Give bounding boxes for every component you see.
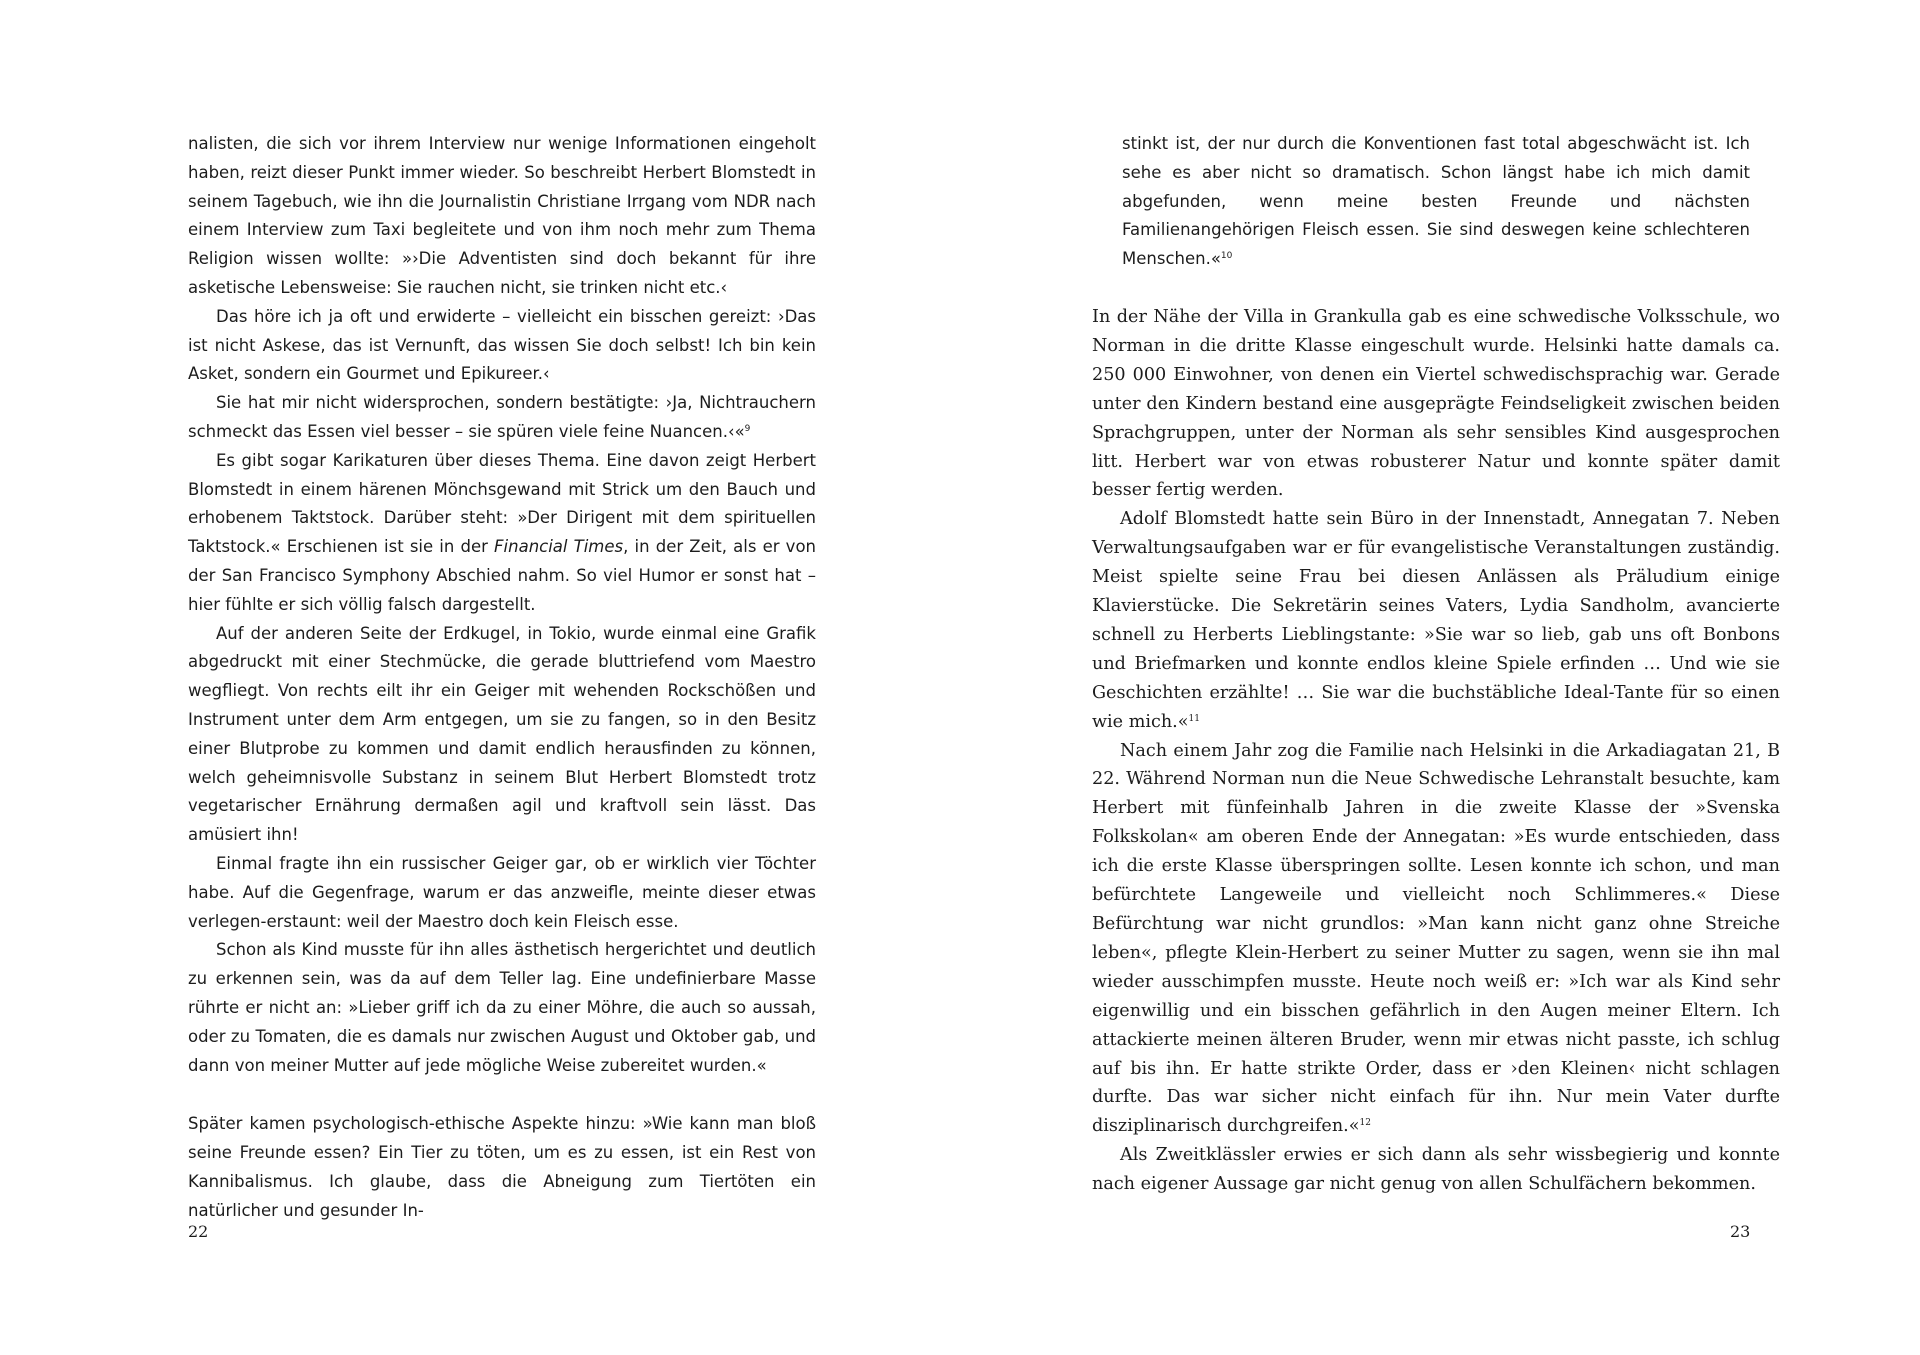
paragraph: Einmal fragte ihn ein russischer Geiger gar, ob er wirklich vier Töchter habe. Auf die Gegenfrage, warum er das anzweifle, meinte dieser etwas verlegen-erstaunt: weil der Maestro doch kein Fleisch esse. xyxy=(188,853,816,931)
paragraph-text: Nach einem Jahr zog die Familie nach Helsinki in die Arkadiagatan 21, B 22. Während Norman nun die Neue Schwedische Lehranstalt besuchte, kam Herbert mit fünfeinhalb Jahren in die zweite Klasse der »Svenska Folkskolan« am oberen Ende der Annegatan: »Es wurde entschieden, dass ich die erste Klasse überspringen sollte. Lesen konnte ich schon, und man befürchtete Langeweile und vielleicht noch Schlimmeres.« Diese Befürchtung war nicht grundlos: »Man kann nicht ganz ohne Streiche leben«, pflegte Klein-Herbert zu seiner Mutter zu sagen, wenn sie ihn mal wieder ausschimpfen musste. Heute noch weiß er: »Ich war als Kind sehr eigenwillig und ein bisschen gefährlich in den Augen meiner Eltern. Ich attackierte meinen älteren Bruder, wenn mir etwas nicht passte, ich schlug auf bis ihn. Er hatte strikte Order, dass er ›den Kleinen‹ nicht schlagen durfte. Das war sicher nicht einfach für ihn. Nur mein Vater durfte disziplinarisch durchgreifen.« xyxy=(1092,740,1780,1137)
paragraph: Auf der anderen Seite der Erdkugel, in Tokio, wurde einmal eine Grafik abgedruckt mit einer Stechmücke, die gerade bluttriefend vom Maestro wegfliegt. Von rechts eilt ihr ein Geiger mit wehenden Rockschößen und Instrument unter dem Arm entgegen, um sie zu fangen, so in den Besitz einer Blutprobe zu kommen und damit endlich herausfinden zu können, welch geheimnisvolle Substanz in seinem Blut Herbert Blomstedt trotz vegetarischer Ernährung dermaßen agil und kraftvoll sein lässt. Das amüsiert ihn! xyxy=(188,623,816,845)
page-number: 23 xyxy=(1730,1222,1751,1241)
paragraph xyxy=(1092,505,1780,736)
paragraph-text: , in der Zeit, als er von der San Francisco Symphony Abschied nahm. So viel Humor er sonst hat – hier fühlte er sich völlig falsch dargestellt. xyxy=(188,537,816,614)
block-quote xyxy=(1122,130,1750,274)
left-page-body xyxy=(188,130,816,1225)
footnote-marker: 12 xyxy=(1359,1118,1371,1129)
paragraph xyxy=(188,389,816,447)
paragraph: Das höre ich ja oft und erwiderte – vielleicht ein bisschen gereizt: ›Das ist nicht Askese, das ist Vernunft, das wissen Sie doch selbst! Ich bin kein Asket, sondern ein Gourmet und Epikureer.‹ xyxy=(188,306,816,384)
quote-text: stinkt ist, der nur durch die Konventionen fast total abgeschwächt ist. Ich sehe es aber nicht so dramatisch. Schon längst habe ich mich damit abgefunden, wenn meine besten Freunde und nächsten Familienangehörigen Fleisch essen. Sie sind deswegen keine schlechteren Menschen.« xyxy=(1122,134,1750,269)
footnote-marker: 9 xyxy=(744,423,751,434)
footnote-marker: 10 xyxy=(1220,251,1233,262)
right-page-body xyxy=(1092,130,1780,1199)
paragraph-text: Sie hat mir nicht widersprochen, sondern bestätigte: ›Ja, Nichtrauchern schmeckt das Essen viel besser – sie spüren viele feine Nuancen.‹« xyxy=(188,393,816,441)
paragraph: Als Zweitklässler erwies er sich dann als sehr wissbegierig und konnte nach eigener Aussage gar nicht genug von allen Schulfächern bekommen. xyxy=(1092,1145,1780,1195)
paragraph xyxy=(1092,737,1780,1142)
paragraph: Später kamen psychologisch-ethische Aspekte hinzu: »Wie kann man bloß seine Freunde essen? Ein Tier zu töten, um es zu essen, ist ein Rest von Kannibalismus. Ich glaube, dass die Abneigung zum Tiertöten ein natürlicher und gesunder In- xyxy=(188,1114,816,1220)
page-number: 22 xyxy=(188,1222,209,1241)
paragraph-text: Adolf Blomstedt hatte sein Büro in der Innenstadt, Annegatan 7. Neben Verwaltungsaufgaben war er für evangelistische Veranstaltungen zuständig. Meist spielte seine Frau bei diesen Anlässen als Präludium einige Klavierstücke. Die Sekretärin seines Vaters, Lydia Sandholm, avancierte schnell zu Herberts Lieblingstante: »Sie war so lieb, gab uns oft Bonbons und Briefmarken und konnte endlos kleine Spiele erfinden … Und wie sie Geschichten erzählte! … Sie war die buchstäbliche Ideal-Tante für so einen wie mich.« xyxy=(1092,509,1780,732)
paragraph: Schon als Kind musste für ihn alles ästhetisch hergerichtet und deutlich zu erkennen sein, was da auf dem Teller lag. Eine undefinierbare Masse rührte er nicht an: »Lieber griff ich da zu einer Möhre, die auch so aussah, oder zu Tomaten, die es damals nur zwischen August und Oktober gab, und dann von meiner Mutter auf jede mögliche Weise zubereitet wurden.« xyxy=(188,940,816,1075)
paragraph: In der Nähe der Villa in Grankulla gab es eine schwedische Volksschule, wo Norman in die dritte Klasse eingeschult wurde. Helsinki hatte damals ca. 250 000 Einwohner, von denen ein Viertel schwedischsprachig war. Gerade unter den Kindern bestand eine ausgeprägte Feindseligkeit zwischen beiden Sprachgruppen, unter der Norman als sehr sensibles Kind ausgesprochen litt. Herbert war von etwas robusterer Natur und konnte später damit besser fertig werden. xyxy=(1092,306,1780,501)
paragraph: nalisten, die sich vor ihrem Interview nur wenige Informationen eingeholt haben, reizt dieser Punkt immer wieder. So beschreibt Herbert Blomstedt in seinem Tagebuch, wie ihn die Journalistin Christiane Irrgang vom NDR nach einem Interview zum Taxi begleitete und von ihm noch mehr zum Thema Religion wissen wollte: »›Die Adventisten sind doch bekannt für ihre asketische Lebensweise: Sie rauchen nicht, sie trinken nicht etc.‹ xyxy=(188,134,816,297)
paragraph-text: Es gibt sogar Karikaturen über dieses Thema. Eine davon zeigt Herbert Blomstedt in einem härenen Mönchsgewand mit Strick um den Bauch und erhobenem Taktstock. Darüber steht: »Der Dirigent mit dem spirituellen Taktstock.« Erschienen ist sie in der xyxy=(188,450,816,557)
paragraph xyxy=(188,447,816,620)
publication-title: Financial Times xyxy=(494,537,624,557)
footnote-marker: 11 xyxy=(1188,713,1200,724)
